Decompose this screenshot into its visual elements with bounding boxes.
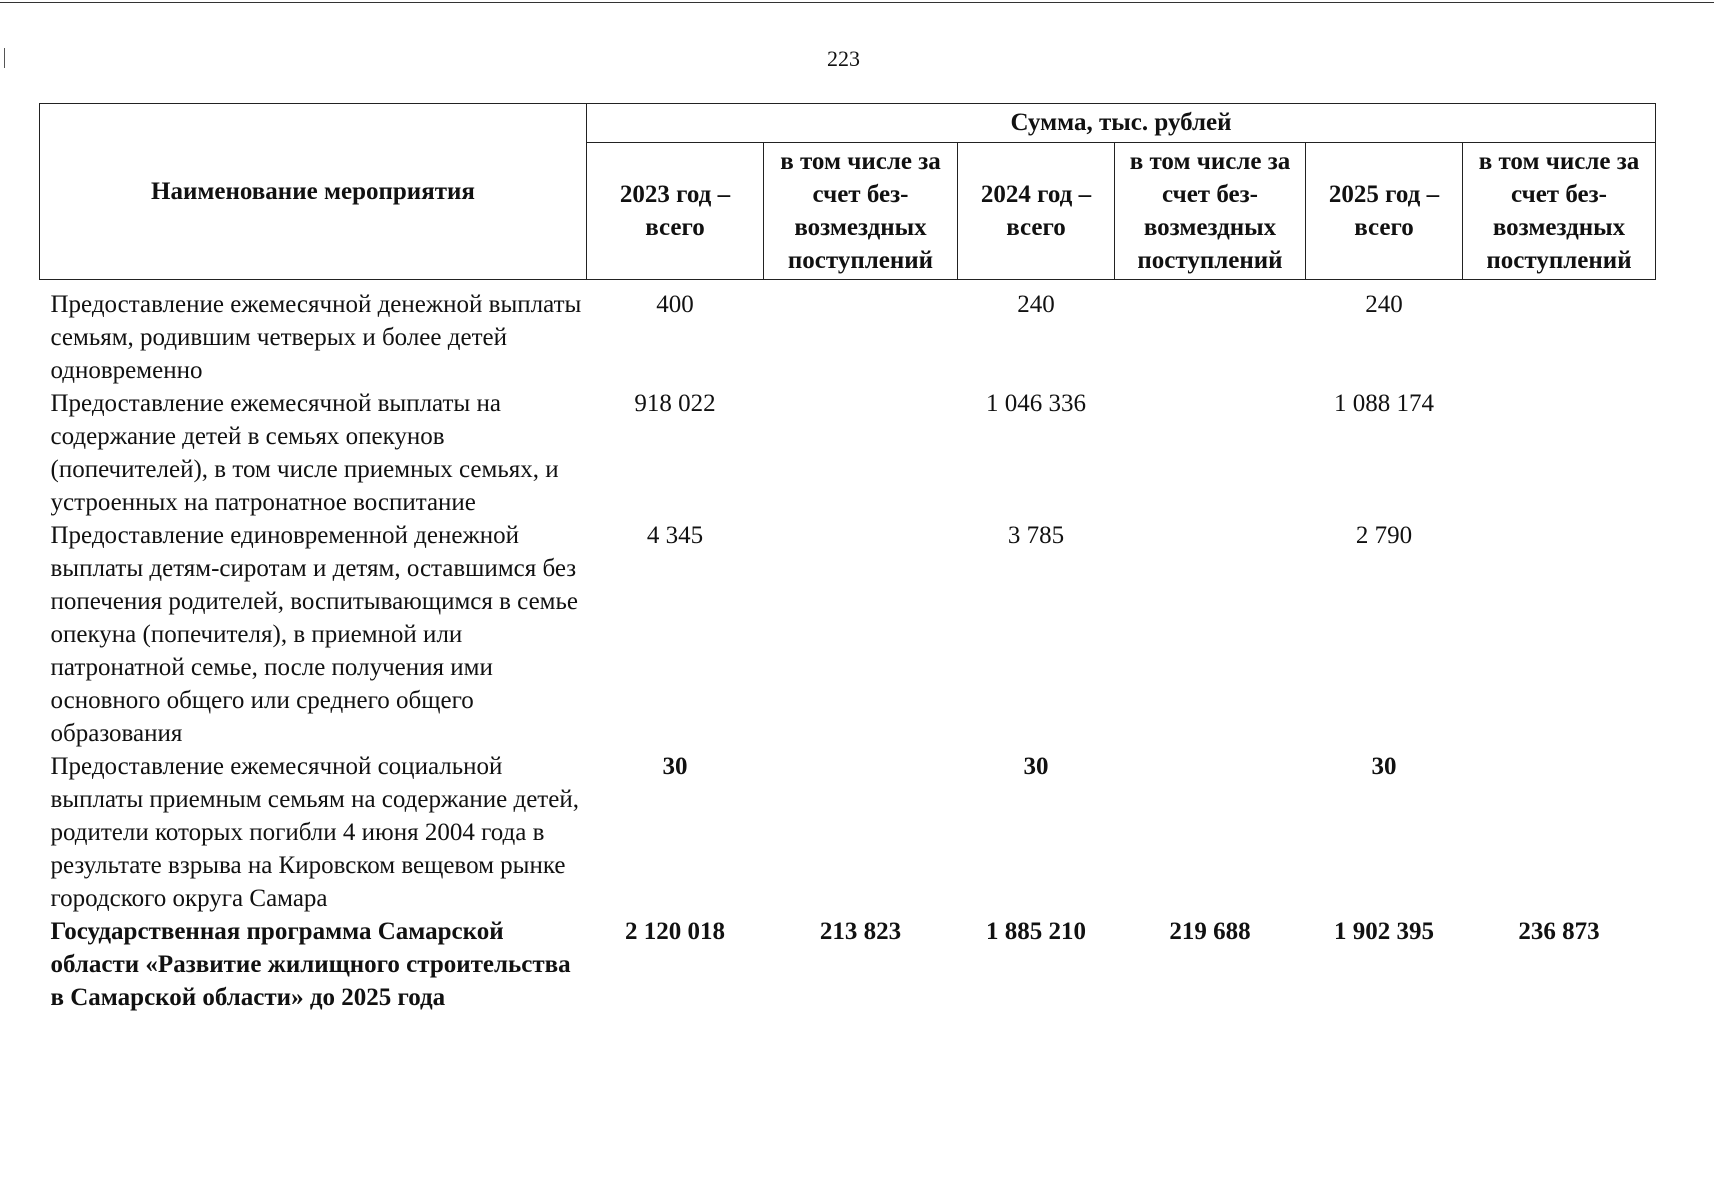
row-value-2023-grants (764, 750, 958, 915)
row-value-2024-total: 1 885 210 (986, 918, 1086, 945)
header-2024-grants: в том числе за счет без-возмездных поступлений (1115, 143, 1306, 280)
row-value-2024-total: 240 (1017, 291, 1055, 318)
row-value-2024-total: 1 046 336 (986, 390, 1086, 417)
row-measure-name: Предоставление ежемесячной выплаты на содержание детей в семьях опекунов (попечителей), в том числе приемных семьях, и устроенных на патронатное воспитание (50, 390, 559, 516)
table-row (40, 519, 1656, 750)
page-top-rule (0, 2, 1714, 3)
row-value-2023-total: 30 (662, 753, 688, 780)
row-value-2023-total: 400 (656, 291, 694, 318)
row-value-2025-total: 1 902 395 (1334, 918, 1434, 945)
table-header (40, 104, 1656, 280)
row-measure-name: Предоставление ежемесячной социальной выплаты приемным семьям на содержание детей, родители которых погибли 4 июня 2004 года в результате взрыва на Кировском вещевом рынке городского округа Самара (50, 753, 579, 912)
row-value-2023-total: 918 022 (634, 390, 716, 417)
table-body (40, 280, 1656, 1015)
header-sum-group: Сумма, тыс. рублей (587, 104, 1656, 143)
row-value-2025-grants (1463, 519, 1656, 750)
table-row (40, 387, 1656, 519)
table-row (40, 750, 1656, 915)
row-value-2025-grants (1463, 750, 1656, 915)
row-value-2025-grants (1463, 280, 1656, 388)
row-value-2025-grants (1463, 387, 1656, 519)
row-value-2024-grants (1115, 387, 1306, 519)
row-value-2024-grants (1115, 280, 1306, 388)
row-value-2025-total: 2 790 (1355, 522, 1413, 549)
row-value-2023-total: 2 120 018 (625, 918, 725, 945)
header-2025-grants: в том числе за счет без-возмездных поступлений (1463, 143, 1656, 280)
row-value-2024-total: 3 785 (1007, 522, 1065, 549)
header-2023-grants: в том числе за счет без-возмездных поступлений (764, 143, 958, 280)
scan-margin-mark (4, 48, 5, 68)
header-2023-total: 2023 год – всего (587, 143, 764, 280)
row-value-2023-grants (764, 387, 958, 519)
row-value-2024-grants (1115, 519, 1306, 750)
budget-table (39, 103, 1656, 1014)
header-name-column: Наименование мероприятия (40, 104, 587, 280)
row-value-2025-total: 30 (1371, 753, 1397, 780)
row-value-2025-total: 1 088 174 (1334, 390, 1434, 417)
row-value-2024-grants: 219 688 (1169, 918, 1251, 945)
row-value-2023-grants: 213 823 (819, 918, 902, 945)
header-2025-total: 2025 год – всего (1306, 143, 1463, 280)
row-value-2025-total: 240 (1365, 291, 1403, 318)
row-measure-name: Предоставление ежемесячной денежной выплаты семьям, родившим четверых и более детей одновременно (50, 291, 582, 384)
row-value-2025-grants: 236 873 (1518, 918, 1600, 945)
table-row (40, 280, 1656, 388)
row-value-2024-grants (1115, 750, 1306, 915)
row-value-2023-grants (764, 519, 958, 750)
row-value-2023-grants (764, 280, 958, 388)
row-program-name: Государственная программа Самарской области «Развитие жилищного строительства в Самарской области» до 2025 года (50, 918, 571, 1011)
row-value-2023-total: 4 345 (646, 522, 704, 549)
table-row-program-total (40, 915, 1656, 1014)
page-number: 223 (827, 46, 860, 71)
row-measure-name: Предоставление единовременной денежной выплаты детям-сиротам и детям, оставшимся без попечения родителей, воспитывающимся в семье опекуна (попечителя), в приемной или патронатной семье, после получения ими основного общего или среднего общего образования (50, 522, 579, 747)
row-value-2024-total: 30 (1023, 753, 1049, 780)
header-2024-total: 2024 год – всего (958, 143, 1115, 280)
